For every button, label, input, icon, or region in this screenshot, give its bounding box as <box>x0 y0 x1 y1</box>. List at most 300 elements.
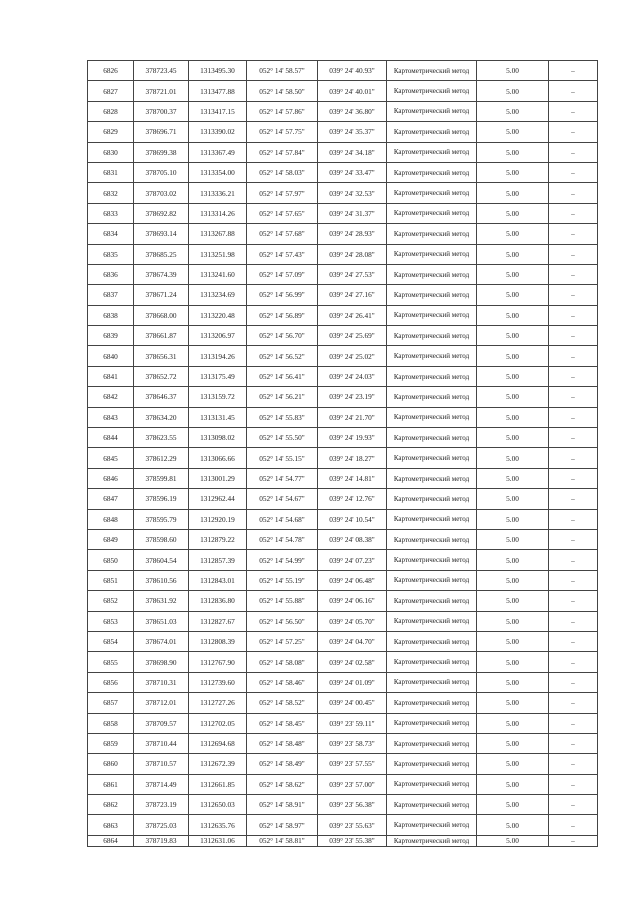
note-cell: – <box>549 672 598 692</box>
latitude-cell: 052° 14' 58.48" <box>247 733 318 753</box>
latitude-cell: 052° 14' 58.81" <box>247 835 318 846</box>
note-cell: – <box>549 835 598 846</box>
note-cell: – <box>549 162 598 182</box>
point-number-cell: 6834 <box>88 224 134 244</box>
method-cell: Картометрический метод <box>387 774 477 794</box>
y-coordinate-cell: 1312631.06 <box>189 835 247 846</box>
y-coordinate-cell: 1312962.44 <box>189 489 247 509</box>
x-coordinate-cell: 378656.31 <box>134 346 189 366</box>
note-cell: – <box>549 591 598 611</box>
y-coordinate-cell: 1313066.66 <box>189 448 247 468</box>
method-cell: Картометрический метод <box>387 61 477 81</box>
point-number-cell: 6857 <box>88 693 134 713</box>
point-number-cell: 6846 <box>88 468 134 488</box>
method-cell: Картометрический метод <box>387 693 477 713</box>
note-cell: – <box>549 489 598 509</box>
note-cell: – <box>549 122 598 142</box>
method-cell: Картометрический метод <box>387 326 477 346</box>
latitude-cell: 052° 14' 58.50" <box>247 81 318 101</box>
x-coordinate-cell: 378651.03 <box>134 611 189 631</box>
y-coordinate-cell: 1313220.48 <box>189 305 247 325</box>
longitude-cell: 039° 24' 08.38" <box>318 529 387 549</box>
longitude-cell: 039° 24' 06.48" <box>318 570 387 590</box>
note-cell: – <box>549 387 598 407</box>
table-row <box>88 244 598 264</box>
table-row <box>88 754 598 774</box>
accuracy-cell: 5.00 <box>477 81 549 101</box>
x-coordinate-cell: 378674.01 <box>134 631 189 651</box>
longitude-cell: 039° 24' 06.16" <box>318 591 387 611</box>
x-coordinate-cell: 378719.83 <box>134 835 189 846</box>
point-number-cell: 6841 <box>88 366 134 386</box>
method-cell: Картометрический метод <box>387 631 477 651</box>
point-number-cell: 6863 <box>88 815 134 835</box>
x-coordinate-cell: 378710.44 <box>134 733 189 753</box>
longitude-cell: 039° 24' 40.93" <box>318 61 387 81</box>
table-row <box>88 611 598 631</box>
latitude-cell: 052° 14' 57.25" <box>247 631 318 651</box>
table-row <box>88 101 598 121</box>
point-number-cell: 6848 <box>88 509 134 529</box>
method-cell: Картометрический метод <box>387 305 477 325</box>
latitude-cell: 052° 14' 56.21" <box>247 387 318 407</box>
note-cell: – <box>549 142 598 162</box>
table-row <box>88 795 598 815</box>
table-row <box>88 346 598 366</box>
note-cell: – <box>549 611 598 631</box>
note-cell: – <box>549 183 598 203</box>
table-row <box>88 407 598 427</box>
y-coordinate-cell: 1313098.02 <box>189 428 247 448</box>
note-cell: – <box>549 713 598 733</box>
y-coordinate-cell: 1313367.49 <box>189 142 247 162</box>
point-number-cell: 6836 <box>88 264 134 284</box>
accuracy-cell: 5.00 <box>477 142 549 162</box>
note-cell: – <box>549 550 598 570</box>
x-coordinate-cell: 378699.38 <box>134 142 189 162</box>
method-cell: Картометрический метод <box>387 795 477 815</box>
latitude-cell: 052° 14' 56.41" <box>247 366 318 386</box>
table-row <box>88 713 598 733</box>
note-cell: – <box>549 264 598 284</box>
longitude-cell: 039° 23' 58.73" <box>318 733 387 753</box>
longitude-cell: 039° 24' 36.80" <box>318 101 387 121</box>
table-row <box>88 570 598 590</box>
latitude-cell: 052° 14' 58.46" <box>247 672 318 692</box>
latitude-cell: 052° 14' 54.68" <box>247 509 318 529</box>
x-coordinate-cell: 378723.19 <box>134 795 189 815</box>
y-coordinate-cell: 1312808.39 <box>189 631 247 651</box>
x-coordinate-cell: 378700.37 <box>134 101 189 121</box>
accuracy-cell: 5.00 <box>477 448 549 468</box>
note-cell: – <box>549 774 598 794</box>
x-coordinate-cell: 378612.29 <box>134 448 189 468</box>
note-cell: – <box>549 203 598 223</box>
y-coordinate-cell: 1312702.05 <box>189 713 247 733</box>
note-cell: – <box>549 815 598 835</box>
y-coordinate-cell: 1312672.39 <box>189 754 247 774</box>
longitude-cell: 039° 24' 19.93" <box>318 428 387 448</box>
method-cell: Картометрический метод <box>387 428 477 448</box>
accuracy-cell: 5.00 <box>477 183 549 203</box>
latitude-cell: 052° 14' 54.77" <box>247 468 318 488</box>
point-number-cell: 6860 <box>88 754 134 774</box>
longitude-cell: 039° 23' 55.63" <box>318 815 387 835</box>
y-coordinate-cell: 1313336.21 <box>189 183 247 203</box>
table-row <box>88 835 598 846</box>
x-coordinate-cell: 378692.82 <box>134 203 189 223</box>
note-cell: – <box>549 61 598 81</box>
method-cell: Картометрический метод <box>387 754 477 774</box>
y-coordinate-cell: 1313206.97 <box>189 326 247 346</box>
table-row <box>88 61 598 81</box>
longitude-cell: 039° 24' 28.93" <box>318 224 387 244</box>
method-cell: Картометрический метод <box>387 366 477 386</box>
method-cell: Картометрический метод <box>387 713 477 733</box>
latitude-cell: 052° 14' 57.43" <box>247 244 318 264</box>
x-coordinate-cell: 378685.25 <box>134 244 189 264</box>
y-coordinate-cell: 1312635.76 <box>189 815 247 835</box>
table-row <box>88 652 598 672</box>
table-row <box>88 203 598 223</box>
table-row <box>88 224 598 244</box>
latitude-cell: 052° 14' 55.50" <box>247 428 318 448</box>
method-cell: Картометрический метод <box>387 448 477 468</box>
longitude-cell: 039° 24' 12.76" <box>318 489 387 509</box>
point-number-cell: 6850 <box>88 550 134 570</box>
y-coordinate-cell: 1312857.39 <box>189 550 247 570</box>
note-cell: – <box>549 693 598 713</box>
x-coordinate-cell: 378652.72 <box>134 366 189 386</box>
point-number-cell: 6861 <box>88 774 134 794</box>
note-cell: – <box>549 366 598 386</box>
latitude-cell: 052° 14' 54.67" <box>247 489 318 509</box>
table-row <box>88 815 598 835</box>
method-cell: Картометрический метод <box>387 407 477 427</box>
method-cell: Картометрический метод <box>387 815 477 835</box>
accuracy-cell: 5.00 <box>477 672 549 692</box>
note-cell: – <box>549 509 598 529</box>
longitude-cell: 039° 24' 25.02" <box>318 346 387 366</box>
x-coordinate-cell: 378610.56 <box>134 570 189 590</box>
table-row <box>88 448 598 468</box>
longitude-cell: 039° 24' 33.47" <box>318 162 387 182</box>
method-cell: Картометрический метод <box>387 183 477 203</box>
point-number-cell: 6843 <box>88 407 134 427</box>
y-coordinate-cell: 1313194.26 <box>189 346 247 366</box>
longitude-cell: 039° 24' 25.69" <box>318 326 387 346</box>
latitude-cell: 052° 14' 57.65" <box>247 203 318 223</box>
latitude-cell: 052° 14' 57.68" <box>247 224 318 244</box>
table-row <box>88 509 598 529</box>
table-row <box>88 326 598 346</box>
table-row <box>88 631 598 651</box>
table-row <box>88 550 598 570</box>
method-cell: Картометрический метод <box>387 733 477 753</box>
latitude-cell: 052° 14' 56.52" <box>247 346 318 366</box>
accuracy-cell: 5.00 <box>477 774 549 794</box>
longitude-cell: 039° 24' 05.70" <box>318 611 387 631</box>
x-coordinate-cell: 378661.87 <box>134 326 189 346</box>
accuracy-cell: 5.00 <box>477 570 549 590</box>
method-cell: Картометрический метод <box>387 285 477 305</box>
y-coordinate-cell: 1312920.19 <box>189 509 247 529</box>
latitude-cell: 052° 14' 58.62" <box>247 774 318 794</box>
longitude-cell: 039° 24' 27.53" <box>318 264 387 284</box>
latitude-cell: 052° 14' 58.97" <box>247 815 318 835</box>
method-cell: Картометрический метод <box>387 224 477 244</box>
latitude-cell: 052° 14' 58.03" <box>247 162 318 182</box>
method-cell: Картометрический метод <box>387 122 477 142</box>
longitude-cell: 039° 24' 40.01" <box>318 81 387 101</box>
x-coordinate-cell: 378674.39 <box>134 264 189 284</box>
accuracy-cell: 5.00 <box>477 591 549 611</box>
table-row <box>88 264 598 284</box>
x-coordinate-cell: 378710.31 <box>134 672 189 692</box>
latitude-cell: 052° 14' 57.75" <box>247 122 318 142</box>
method-cell: Картометрический метод <box>387 509 477 529</box>
point-number-cell: 6851 <box>88 570 134 590</box>
point-number-cell: 6826 <box>88 61 134 81</box>
table-row <box>88 489 598 509</box>
y-coordinate-cell: 1312827.67 <box>189 611 247 631</box>
accuracy-cell: 5.00 <box>477 285 549 305</box>
x-coordinate-cell: 378696.71 <box>134 122 189 142</box>
latitude-cell: 052° 14' 58.08" <box>247 652 318 672</box>
note-cell: – <box>549 346 598 366</box>
accuracy-cell: 5.00 <box>477 387 549 407</box>
longitude-cell: 039° 24' 35.37" <box>318 122 387 142</box>
point-number-cell: 6858 <box>88 713 134 733</box>
note-cell: – <box>549 754 598 774</box>
y-coordinate-cell: 1312694.68 <box>189 733 247 753</box>
point-number-cell: 6853 <box>88 611 134 631</box>
point-number-cell: 6833 <box>88 203 134 223</box>
accuracy-cell: 5.00 <box>477 346 549 366</box>
y-coordinate-cell: 1312739.60 <box>189 672 247 692</box>
table-row <box>88 591 598 611</box>
y-coordinate-cell: 1312879.22 <box>189 529 247 549</box>
accuracy-cell: 5.00 <box>477 652 549 672</box>
table-row <box>88 529 598 549</box>
table-row <box>88 672 598 692</box>
accuracy-cell: 5.00 <box>477 326 549 346</box>
method-cell: Картометрический метод <box>387 672 477 692</box>
note-cell: – <box>549 326 598 346</box>
x-coordinate-cell: 378671.24 <box>134 285 189 305</box>
table-row <box>88 428 598 448</box>
point-number-cell: 6831 <box>88 162 134 182</box>
latitude-cell: 052° 14' 55.88" <box>247 591 318 611</box>
point-number-cell: 6859 <box>88 733 134 753</box>
accuracy-cell: 5.00 <box>477 713 549 733</box>
accuracy-cell: 5.00 <box>477 407 549 427</box>
latitude-cell: 052° 14' 58.57" <box>247 61 318 81</box>
y-coordinate-cell: 1313159.72 <box>189 387 247 407</box>
method-cell: Картометрический метод <box>387 264 477 284</box>
point-number-cell: 6837 <box>88 285 134 305</box>
point-number-cell: 6849 <box>88 529 134 549</box>
x-coordinate-cell: 378714.49 <box>134 774 189 794</box>
method-cell: Картометрический метод <box>387 203 477 223</box>
x-coordinate-cell: 378712.01 <box>134 693 189 713</box>
table-row <box>88 122 598 142</box>
longitude-cell: 039° 23' 59.11" <box>318 713 387 733</box>
point-number-cell: 6839 <box>88 326 134 346</box>
longitude-cell: 039° 24' 14.81" <box>318 468 387 488</box>
latitude-cell: 052° 14' 54.99" <box>247 550 318 570</box>
longitude-cell: 039° 24' 21.70" <box>318 407 387 427</box>
y-coordinate-cell: 1313495.30 <box>189 61 247 81</box>
accuracy-cell: 5.00 <box>477 815 549 835</box>
x-coordinate-cell: 378725.03 <box>134 815 189 835</box>
note-cell: – <box>549 468 598 488</box>
latitude-cell: 052° 14' 58.91" <box>247 795 318 815</box>
point-number-cell: 6840 <box>88 346 134 366</box>
note-cell: – <box>549 407 598 427</box>
table-row <box>88 468 598 488</box>
table-row <box>88 366 598 386</box>
latitude-cell: 052° 14' 56.89" <box>247 305 318 325</box>
note-cell: – <box>549 305 598 325</box>
note-cell: – <box>549 733 598 753</box>
point-number-cell: 6844 <box>88 428 134 448</box>
method-cell: Картометрический метод <box>387 468 477 488</box>
latitude-cell: 052° 14' 57.09" <box>247 264 318 284</box>
table-row <box>88 142 598 162</box>
x-coordinate-cell: 378705.10 <box>134 162 189 182</box>
longitude-cell: 039° 24' 04.70" <box>318 631 387 651</box>
latitude-cell: 052° 14' 57.97" <box>247 183 318 203</box>
latitude-cell: 052° 14' 55.19" <box>247 570 318 590</box>
accuracy-cell: 5.00 <box>477 631 549 651</box>
y-coordinate-cell: 1313175.49 <box>189 366 247 386</box>
x-coordinate-cell: 378710.57 <box>134 754 189 774</box>
accuracy-cell: 5.00 <box>477 162 549 182</box>
method-cell: Картометрический метод <box>387 529 477 549</box>
point-number-cell: 6832 <box>88 183 134 203</box>
longitude-cell: 039° 23' 57.55" <box>318 754 387 774</box>
note-cell: – <box>549 428 598 448</box>
note-cell: – <box>549 81 598 101</box>
latitude-cell: 052° 14' 56.70" <box>247 326 318 346</box>
x-coordinate-cell: 378596.19 <box>134 489 189 509</box>
accuracy-cell: 5.00 <box>477 489 549 509</box>
x-coordinate-cell: 378703.02 <box>134 183 189 203</box>
x-coordinate-cell: 378646.37 <box>134 387 189 407</box>
x-coordinate-cell: 378721.01 <box>134 81 189 101</box>
y-coordinate-cell: 1312727.26 <box>189 693 247 713</box>
method-cell: Картометрический метод <box>387 611 477 631</box>
accuracy-cell: 5.00 <box>477 203 549 223</box>
y-coordinate-cell: 1313241.60 <box>189 264 247 284</box>
x-coordinate-cell: 378709.57 <box>134 713 189 733</box>
table-row <box>88 81 598 101</box>
longitude-cell: 039° 24' 31.37" <box>318 203 387 223</box>
latitude-cell: 052° 14' 55.15" <box>247 448 318 468</box>
method-cell: Картометрический метод <box>387 142 477 162</box>
y-coordinate-cell: 1313390.02 <box>189 122 247 142</box>
y-coordinate-cell: 1313251.98 <box>189 244 247 264</box>
x-coordinate-cell: 378631.92 <box>134 591 189 611</box>
accuracy-cell: 5.00 <box>477 529 549 549</box>
method-cell: Картометрический метод <box>387 101 477 121</box>
accuracy-cell: 5.00 <box>477 509 549 529</box>
accuracy-cell: 5.00 <box>477 611 549 631</box>
point-number-cell: 6862 <box>88 795 134 815</box>
y-coordinate-cell: 1313001.29 <box>189 468 247 488</box>
method-cell: Картометрический метод <box>387 162 477 182</box>
note-cell: – <box>549 795 598 815</box>
point-number-cell: 6842 <box>88 387 134 407</box>
latitude-cell: 052° 14' 56.99" <box>247 285 318 305</box>
x-coordinate-cell: 378693.14 <box>134 224 189 244</box>
latitude-cell: 052° 14' 58.52" <box>247 693 318 713</box>
longitude-cell: 039° 24' 07.23" <box>318 550 387 570</box>
accuracy-cell: 5.00 <box>477 224 549 244</box>
x-coordinate-cell: 378668.00 <box>134 305 189 325</box>
point-number-cell: 6828 <box>88 101 134 121</box>
table-row <box>88 693 598 713</box>
accuracy-cell: 5.00 <box>477 428 549 448</box>
y-coordinate-cell: 1313477.88 <box>189 81 247 101</box>
point-number-cell: 6838 <box>88 305 134 325</box>
x-coordinate-cell: 378623.55 <box>134 428 189 448</box>
accuracy-cell: 5.00 <box>477 244 549 264</box>
x-coordinate-cell: 378599.81 <box>134 468 189 488</box>
longitude-cell: 039° 24' 26.41" <box>318 305 387 325</box>
table-row <box>88 733 598 753</box>
point-number-cell: 6835 <box>88 244 134 264</box>
note-cell: – <box>549 224 598 244</box>
point-number-cell: 6847 <box>88 489 134 509</box>
longitude-cell: 039° 24' 28.08" <box>318 244 387 264</box>
note-cell: – <box>549 570 598 590</box>
method-cell: Картометрический метод <box>387 244 477 264</box>
latitude-cell: 052° 14' 57.86" <box>247 101 318 121</box>
note-cell: – <box>549 631 598 651</box>
point-number-cell: 6845 <box>88 448 134 468</box>
note-cell: – <box>549 529 598 549</box>
latitude-cell: 052° 14' 56.50" <box>247 611 318 631</box>
point-number-cell: 6854 <box>88 631 134 651</box>
method-cell: Картометрический метод <box>387 652 477 672</box>
point-number-cell: 6856 <box>88 672 134 692</box>
longitude-cell: 039° 23' 55.38" <box>318 835 387 846</box>
method-cell: Картометрический метод <box>387 387 477 407</box>
accuracy-cell: 5.00 <box>477 795 549 815</box>
longitude-cell: 039° 24' 18.27" <box>318 448 387 468</box>
y-coordinate-cell: 1312836.80 <box>189 591 247 611</box>
method-cell: Картометрический метод <box>387 550 477 570</box>
accuracy-cell: 5.00 <box>477 61 549 81</box>
point-number-cell: 6864 <box>88 835 134 846</box>
accuracy-cell: 5.00 <box>477 366 549 386</box>
longitude-cell: 039° 23' 57.00" <box>318 774 387 794</box>
longitude-cell: 039° 24' 24.03" <box>318 366 387 386</box>
method-cell: Картометрический метод <box>387 346 477 366</box>
accuracy-cell: 5.00 <box>477 754 549 774</box>
longitude-cell: 039° 24' 27.16" <box>318 285 387 305</box>
x-coordinate-cell: 378595.79 <box>134 509 189 529</box>
y-coordinate-cell: 1313354.00 <box>189 162 247 182</box>
latitude-cell: 052° 14' 57.84" <box>247 142 318 162</box>
latitude-cell: 052° 14' 58.49" <box>247 754 318 774</box>
accuracy-cell: 5.00 <box>477 733 549 753</box>
y-coordinate-cell: 1313314.26 <box>189 203 247 223</box>
longitude-cell: 039° 24' 34.18" <box>318 142 387 162</box>
method-cell: Картометрический метод <box>387 570 477 590</box>
